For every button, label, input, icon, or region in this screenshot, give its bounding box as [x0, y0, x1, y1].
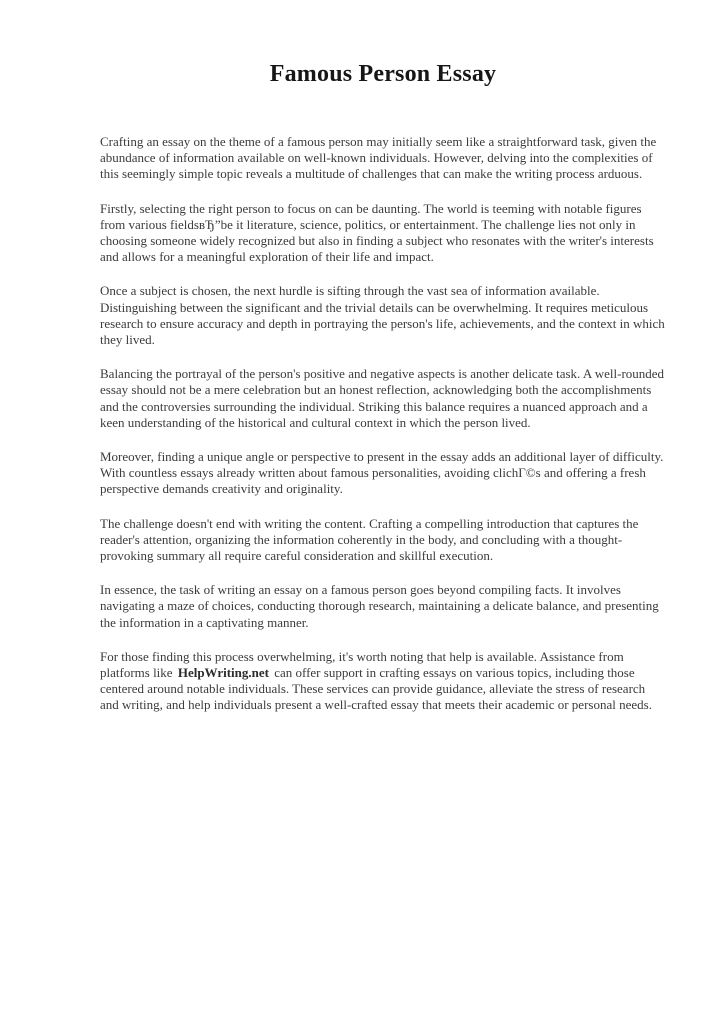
closing-text-after: can offer support in crafting essays on various topics, including those centered around notable individuals. These services can provide guidance, alleviate the stress of research and writing, and help individuals present a well-crafted essay that meets their academic or personal needs.	[100, 665, 652, 713]
paragraph-balancing-portrayal: Balancing the portrayal of the person's positive and negative aspects is another delicate task. A well-rounded essay should not be a mere celebration but an honest reflection, acknowledging both the accomplishments and the controversies surrounding the individual. Striking this balance requires a nuanced approach and a keen understanding of the historical and cultural context in which the person lived.	[100, 366, 665, 430]
paragraph-writing-structure: The challenge doesn't end with writing the content. Crafting a compelling introduction that captures the reader's attention, organizing the information coherently in the body, and concluding with a thought-provoking summary all require careful consideration and skillful execution.	[100, 515, 639, 564]
document-content	[100, 58, 666, 732]
paragraph-unique-angle: Moreover, finding a unique angle or perspective to present in the essay adds an additional layer of difficulty. With countless essays already written about famous personalities, avoiding clichГ©s and offering a fresh perspective demands creativity and originality.	[100, 449, 664, 497]
helpwriting-brand: HelpWriting.net	[177, 665, 269, 681]
paragraph-sifting-information: Once a subject is chosen, the next hurdle is sifting through the vast sea of information available. Distinguishing between the significant and the trivial details can be overwhelming. It requires meticulous research to ensure accuracy and depth in portraying the person's life, achievements, and the context in which they lived.	[100, 283, 665, 348]
document-title: Famous Person Essay	[269, 61, 497, 87]
paragraph-intro: Crafting an essay on the theme of a famous person may initially seem like a straightforward task, given the abundance of information available on well-known individuals. However, delving into the complexities of this seemingly simple topic reveals a multitude of challenges that can make the writing process arduous.	[100, 134, 657, 182]
paragraph-selecting-person: Firstly, selecting the right person to focus on can be daunting. The world is teeming with notable figures from various fieldsвЂ”be it literature, science, politics, or entertainment. The challenge lies not only in choosing someone widely recognized but also in finding a subject who resonates with the writer's interests and allows for a meaningful exploration of their life and impact.	[100, 200, 654, 265]
paragraph-closing	[100, 649, 666, 714]
paragraph-in-essence: In essence, the task of writing an essay on a famous person goes beyond compiling facts. It involves navigating a maze of choices, conducting thorough research, maintaining a delicate balance, and presenting the information in a captivating manner.	[100, 582, 659, 630]
closing-text-before: For those finding this process overwhelming, it's worth noting that help is available. Assistance from platforms like	[100, 648, 624, 681]
